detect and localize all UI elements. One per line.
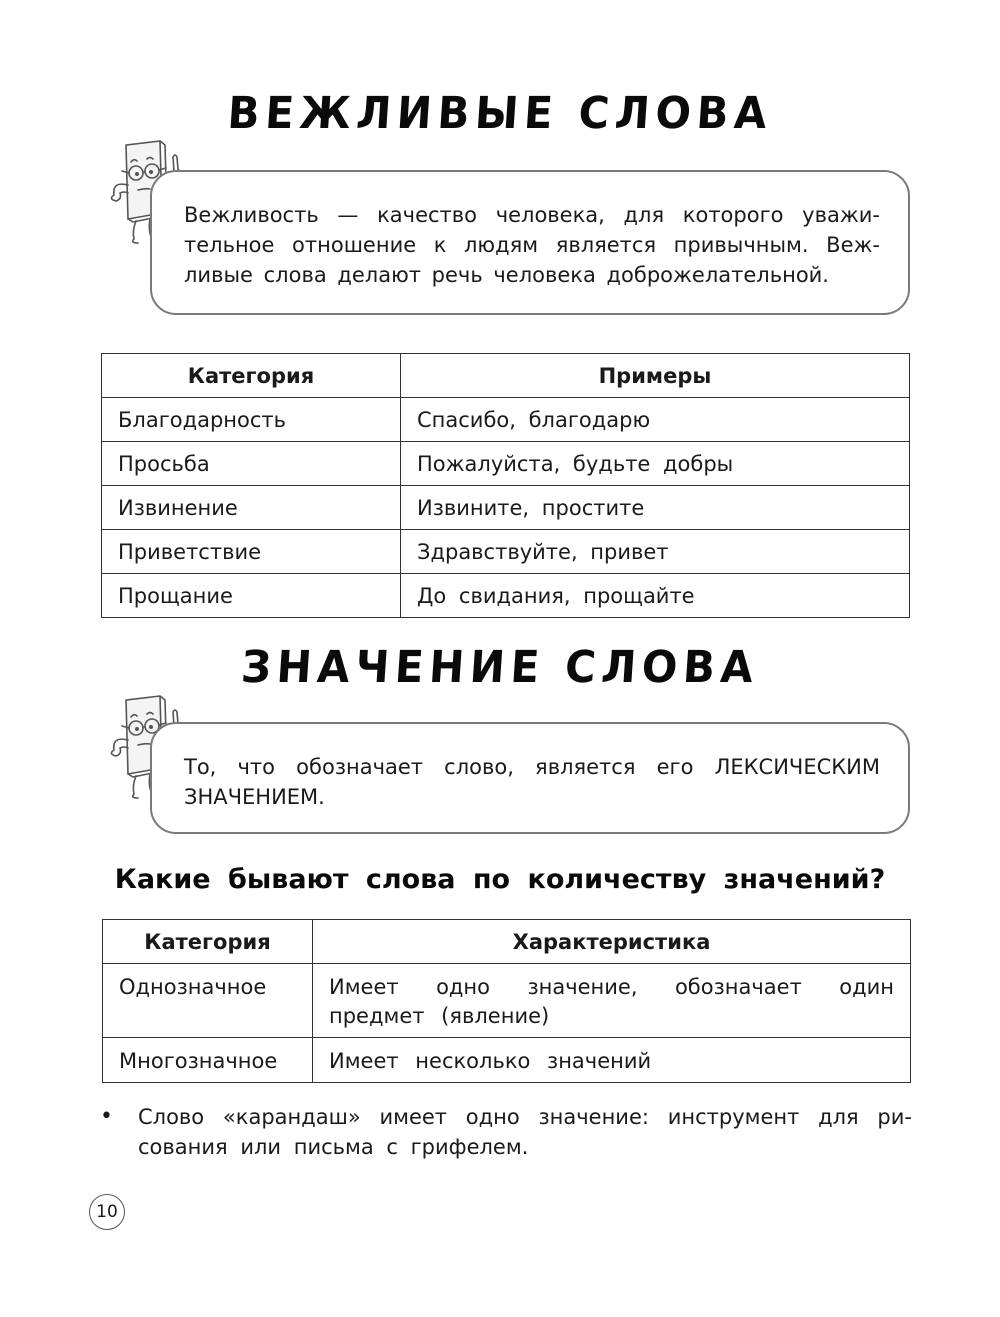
table-row (102, 486, 910, 530)
definition-callout-lexical-meaning (150, 722, 910, 834)
table-header-row (103, 920, 911, 964)
table-row (102, 574, 910, 618)
bullet-item (100, 1102, 912, 1162)
section-title-polite-words: ВЕЖЛИВЫЕ СЛОВА (226, 88, 774, 139)
examples-cell: До свидания, прощайте (401, 574, 910, 618)
category-cell: Многозначное (103, 1038, 313, 1083)
examples-cell: Извините, простите (401, 486, 910, 530)
category-cell: Однозначное (103, 964, 313, 1038)
column-header: Категория (102, 354, 401, 398)
word-meaning-table (102, 919, 911, 1083)
table-row (103, 964, 911, 1038)
section-title-word-meaning: ЗНАЧЕНИЕ СЛОВА (239, 642, 761, 693)
subheading-meaning-count: Какие бывают слова по количеству значений? (114, 864, 886, 895)
category-cell: Прощание (102, 574, 401, 618)
table-row (102, 442, 910, 486)
page-number: 10 (89, 1194, 125, 1230)
category-cell: Благодарность (102, 398, 401, 442)
callout-text: Вежливость — качество человека, для которого уважительное отношение к людям является привычным. Вежливые слова делают речь человека доброжелательной. (184, 203, 880, 287)
category-cell: Просьба (102, 442, 401, 486)
polite-words-table (101, 353, 910, 618)
table-row (103, 1038, 911, 1083)
characteristic-cell: Имеет одно значение, обозначает один предмет (явление) (313, 964, 911, 1038)
callout-text: То, что обозначает слово, является его ЛЕКСИЧЕСКИМ ЗНАЧЕНИЕМ. (184, 755, 880, 809)
characteristic-cell: Имеет несколько значений (313, 1038, 911, 1083)
table-header-row (102, 354, 910, 398)
table-row (102, 530, 910, 574)
column-header: Категория (103, 920, 313, 964)
column-header: Примеры (401, 354, 910, 398)
examples-cell: Спасибо, благодарю (401, 398, 910, 442)
examples-cell: Пожалуйста, будьте добры (401, 442, 910, 486)
definition-callout-politeness (150, 170, 910, 315)
category-cell: Извинение (102, 486, 401, 530)
column-header: Характеристика (313, 920, 911, 964)
category-cell: Приветствие (102, 530, 401, 574)
bullet-text: Слово «карандаш» имеет одно значение: инструмент для рисования или письма с грифелем. (138, 1105, 912, 1159)
examples-cell: Здравствуйте, привет (401, 530, 910, 574)
table-row (102, 398, 910, 442)
bullet-dot-icon: • (100, 1104, 113, 1129)
